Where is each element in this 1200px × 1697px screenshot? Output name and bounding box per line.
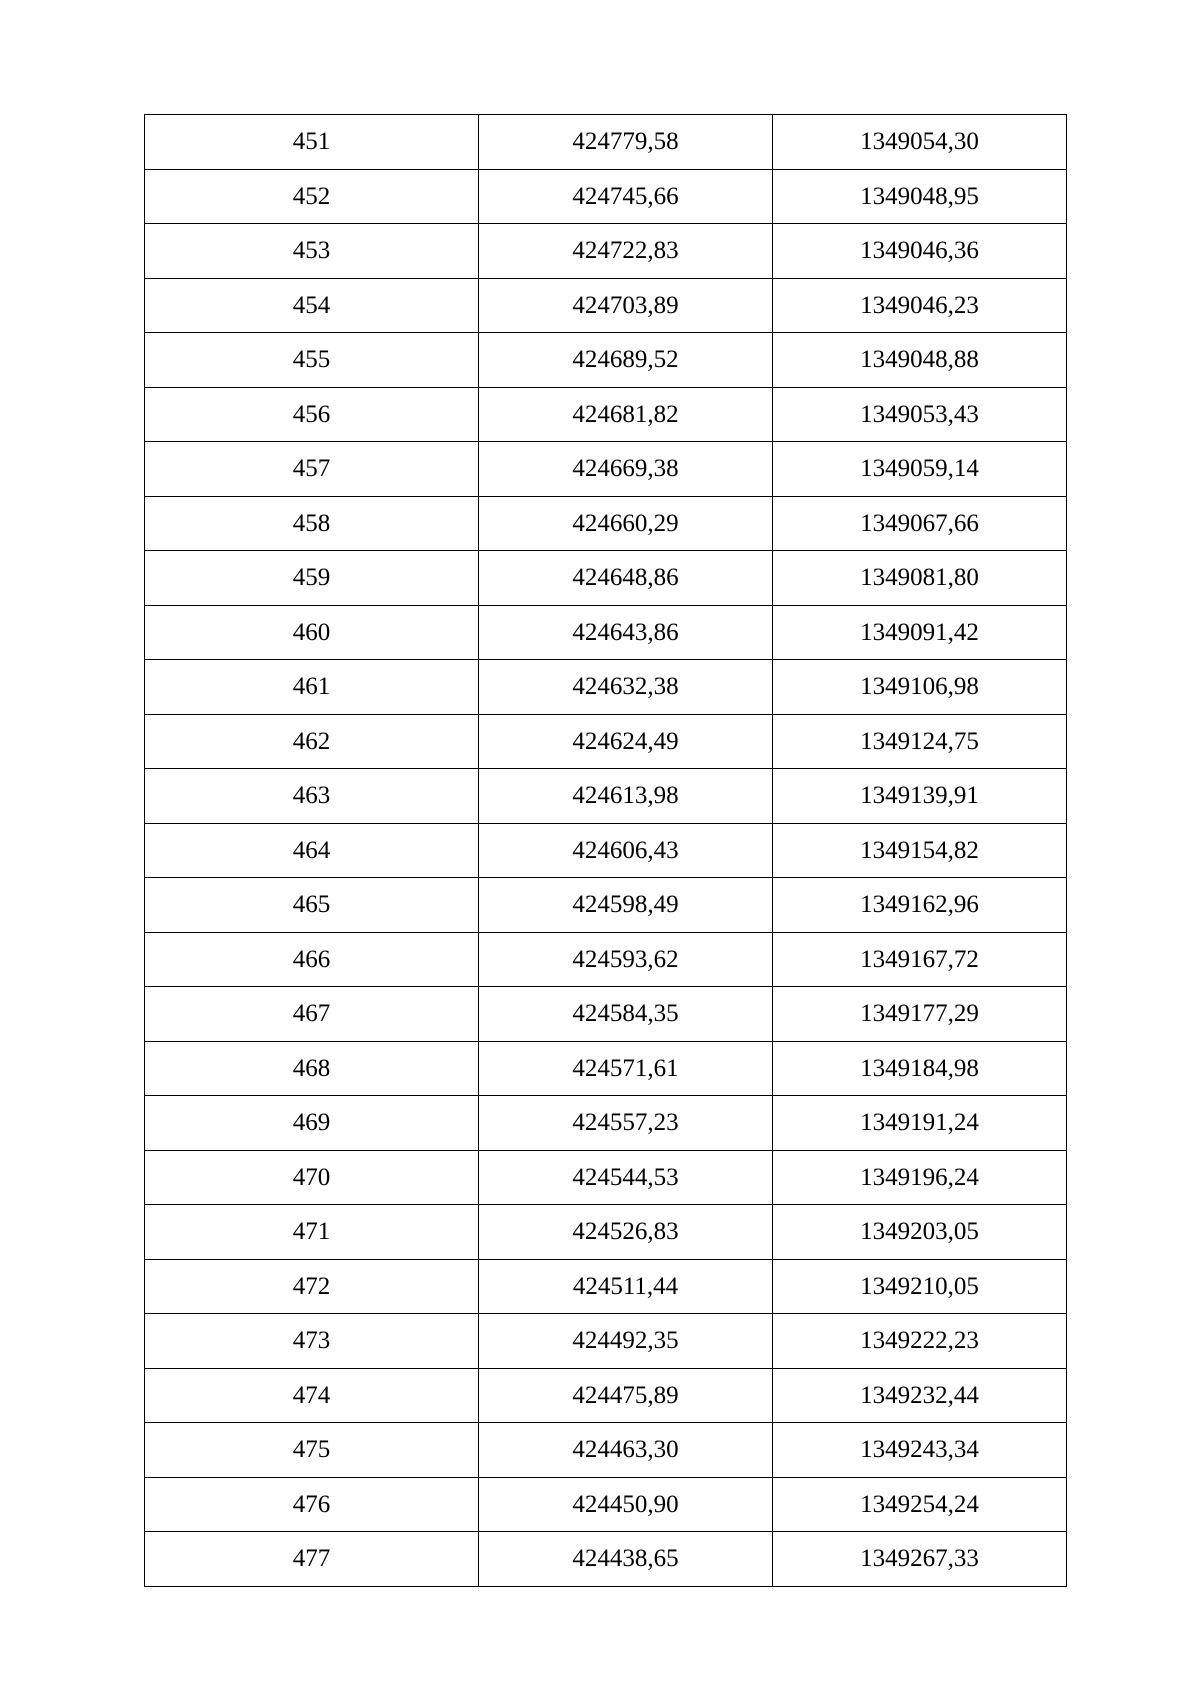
x-coordinate-cell: 424584,35 xyxy=(479,987,773,1042)
table-row xyxy=(145,1314,1067,1369)
x-coordinate-cell: 424613,98 xyxy=(479,769,773,824)
x-coordinate-cell: 424606,43 xyxy=(479,823,773,878)
table-row xyxy=(145,115,1067,170)
x-coordinate-cell: 424438,65 xyxy=(479,1532,773,1587)
table-row xyxy=(145,496,1067,551)
y-coordinate-cell: 1349196,24 xyxy=(773,1150,1067,1205)
point-number-cell: 453 xyxy=(145,224,479,279)
x-coordinate-cell: 424593,62 xyxy=(479,932,773,987)
table-row xyxy=(145,1477,1067,1532)
y-coordinate-cell: 1349048,88 xyxy=(773,333,1067,388)
point-number-cell: 476 xyxy=(145,1477,479,1532)
table-row xyxy=(145,169,1067,224)
x-coordinate-cell: 424669,38 xyxy=(479,442,773,497)
table-row xyxy=(145,1205,1067,1260)
point-number-cell: 457 xyxy=(145,442,479,497)
x-coordinate-cell: 424643,86 xyxy=(479,605,773,660)
x-coordinate-cell: 424492,35 xyxy=(479,1314,773,1369)
y-coordinate-cell: 1349053,43 xyxy=(773,387,1067,442)
point-number-cell: 458 xyxy=(145,496,479,551)
x-coordinate-cell: 424624,49 xyxy=(479,714,773,769)
x-coordinate-cell: 424544,53 xyxy=(479,1150,773,1205)
y-coordinate-cell: 1349046,36 xyxy=(773,224,1067,279)
table-row xyxy=(145,878,1067,933)
point-number-cell: 462 xyxy=(145,714,479,769)
y-coordinate-cell: 1349232,44 xyxy=(773,1368,1067,1423)
x-coordinate-cell: 424722,83 xyxy=(479,224,773,279)
table-row xyxy=(145,442,1067,497)
y-coordinate-cell: 1349154,82 xyxy=(773,823,1067,878)
point-number-cell: 460 xyxy=(145,605,479,660)
table-row xyxy=(145,823,1067,878)
x-coordinate-cell: 424475,89 xyxy=(479,1368,773,1423)
y-coordinate-cell: 1349267,33 xyxy=(773,1532,1067,1587)
y-coordinate-cell: 1349184,98 xyxy=(773,1041,1067,1096)
point-number-cell: 467 xyxy=(145,987,479,1042)
table-row xyxy=(145,1423,1067,1478)
point-number-cell: 451 xyxy=(145,115,479,170)
y-coordinate-cell: 1349254,24 xyxy=(773,1477,1067,1532)
table-row xyxy=(145,769,1067,824)
point-number-cell: 454 xyxy=(145,278,479,333)
table-row xyxy=(145,660,1067,715)
x-coordinate-cell: 424648,86 xyxy=(479,551,773,606)
x-coordinate-cell: 424632,38 xyxy=(479,660,773,715)
y-coordinate-cell: 1349177,29 xyxy=(773,987,1067,1042)
point-number-cell: 473 xyxy=(145,1314,479,1369)
x-coordinate-cell: 424681,82 xyxy=(479,387,773,442)
y-coordinate-cell: 1349167,72 xyxy=(773,932,1067,987)
x-coordinate-cell: 424571,61 xyxy=(479,1041,773,1096)
point-number-cell: 469 xyxy=(145,1096,479,1151)
point-number-cell: 466 xyxy=(145,932,479,987)
x-coordinate-cell: 424526,83 xyxy=(479,1205,773,1260)
point-number-cell: 459 xyxy=(145,551,479,606)
y-coordinate-cell: 1349124,75 xyxy=(773,714,1067,769)
table-row xyxy=(145,551,1067,606)
y-coordinate-cell: 1349048,95 xyxy=(773,169,1067,224)
x-coordinate-cell: 424511,44 xyxy=(479,1259,773,1314)
x-coordinate-cell: 424598,49 xyxy=(479,878,773,933)
point-number-cell: 470 xyxy=(145,1150,479,1205)
table-row xyxy=(145,932,1067,987)
point-number-cell: 463 xyxy=(145,769,479,824)
point-number-cell: 452 xyxy=(145,169,479,224)
point-number-cell: 471 xyxy=(145,1205,479,1260)
table-row xyxy=(145,605,1067,660)
table-row xyxy=(145,714,1067,769)
y-coordinate-cell: 1349106,98 xyxy=(773,660,1067,715)
table-row xyxy=(145,1041,1067,1096)
y-coordinate-cell: 1349191,24 xyxy=(773,1096,1067,1151)
table-row xyxy=(145,1368,1067,1423)
table-row xyxy=(145,1259,1067,1314)
y-coordinate-cell: 1349162,96 xyxy=(773,878,1067,933)
y-coordinate-cell: 1349059,14 xyxy=(773,442,1067,497)
table-row xyxy=(145,333,1067,388)
y-coordinate-cell: 1349210,05 xyxy=(773,1259,1067,1314)
table-row xyxy=(145,987,1067,1042)
x-coordinate-cell: 424689,52 xyxy=(479,333,773,388)
x-coordinate-cell: 424745,66 xyxy=(479,169,773,224)
x-coordinate-cell: 424779,58 xyxy=(479,115,773,170)
x-coordinate-cell: 424557,23 xyxy=(479,1096,773,1151)
point-number-cell: 468 xyxy=(145,1041,479,1096)
table-row xyxy=(145,278,1067,333)
point-number-cell: 465 xyxy=(145,878,479,933)
y-coordinate-cell: 1349203,05 xyxy=(773,1205,1067,1260)
point-number-cell: 456 xyxy=(145,387,479,442)
y-coordinate-cell: 1349054,30 xyxy=(773,115,1067,170)
table-row xyxy=(145,1096,1067,1151)
x-coordinate-cell: 424660,29 xyxy=(479,496,773,551)
table-row xyxy=(145,224,1067,279)
point-number-cell: 474 xyxy=(145,1368,479,1423)
y-coordinate-cell: 1349139,91 xyxy=(773,769,1067,824)
point-number-cell: 455 xyxy=(145,333,479,388)
y-coordinate-cell: 1349046,23 xyxy=(773,278,1067,333)
y-coordinate-cell: 1349067,66 xyxy=(773,496,1067,551)
y-coordinate-cell: 1349091,42 xyxy=(773,605,1067,660)
point-number-cell: 477 xyxy=(145,1532,479,1587)
y-coordinate-cell: 1349243,34 xyxy=(773,1423,1067,1478)
table-row xyxy=(145,387,1067,442)
y-coordinate-cell: 1349081,80 xyxy=(773,551,1067,606)
y-coordinate-cell: 1349222,23 xyxy=(773,1314,1067,1369)
x-coordinate-cell: 424463,30 xyxy=(479,1423,773,1478)
coordinates-table xyxy=(144,114,1067,1587)
x-coordinate-cell: 424703,89 xyxy=(479,278,773,333)
point-number-cell: 472 xyxy=(145,1259,479,1314)
point-number-cell: 464 xyxy=(145,823,479,878)
point-number-cell: 461 xyxy=(145,660,479,715)
x-coordinate-cell: 424450,90 xyxy=(479,1477,773,1532)
coordinates-table-body xyxy=(145,115,1067,1587)
table-row xyxy=(145,1150,1067,1205)
point-number-cell: 475 xyxy=(145,1423,479,1478)
table-row xyxy=(145,1532,1067,1587)
